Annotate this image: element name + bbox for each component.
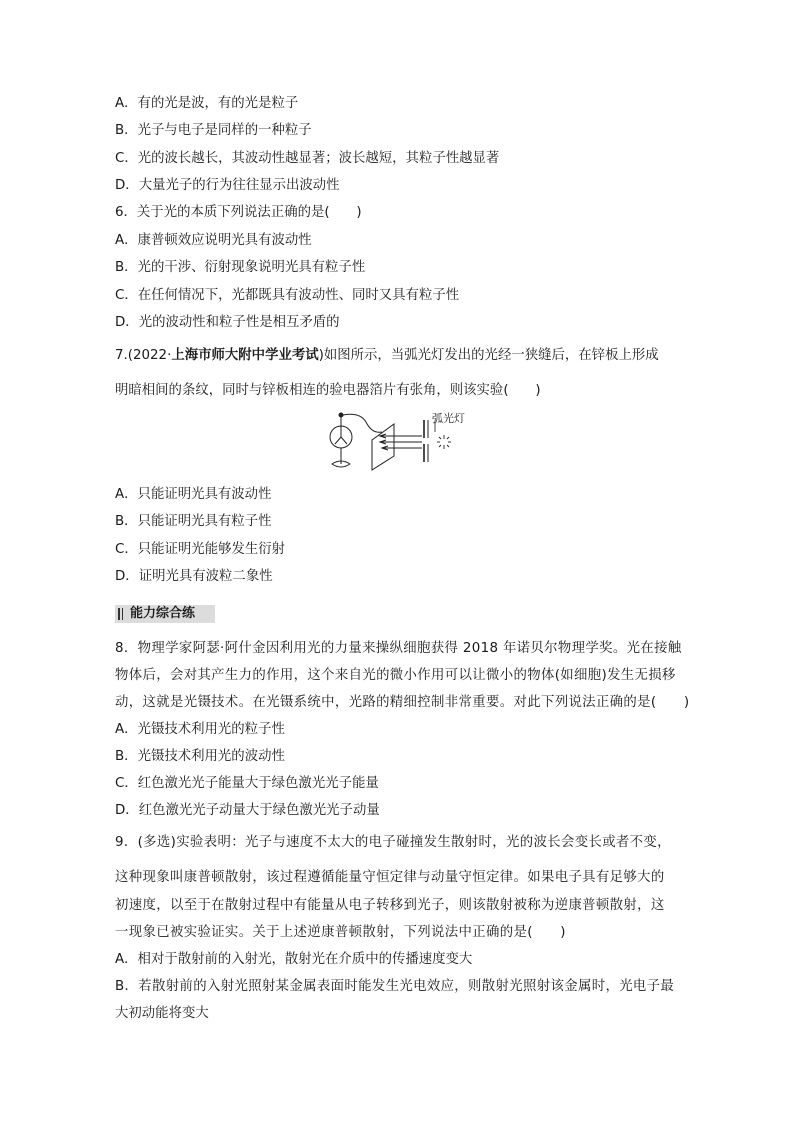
q7-option-b: B．只能证明光具有粒子性: [115, 514, 272, 529]
q6-stem: 6．关于光的本质下列说法正确的是( ): [115, 205, 362, 220]
q7-stem-line2: 明暗相间的条纹，同时与锌板相连的验电器箔片有张角，则该实验( ): [115, 383, 541, 398]
arc-lamp-label: 弧光灯: [432, 412, 465, 425]
q6-option-d: D．光的波动性和粒子性是相互矛盾的: [115, 315, 340, 330]
electroscope-slit-diagram: [322, 412, 472, 478]
q9-option-b-line2: 大初动能将变大: [115, 1006, 209, 1021]
q9-stem-line2: 这种现象叫康普顿散射，该过程遵循能量守恒定律与动量守恒定律。如果电子具有足够大的: [115, 870, 665, 885]
section-marker-thin: [122, 608, 123, 620]
q5-option-c: C．光的波长越长，其波动性越显著；波长越短，其粒子性越显著: [115, 151, 500, 166]
section-header: [115, 605, 215, 623]
q6-option-b: B．光的干涉、衍射现象说明光具有粒子性: [115, 260, 366, 275]
q7-stem-rest: )如图所示，当弧光灯发出的光经一狭缝后，在锌板上形成: [318, 348, 659, 363]
q7-option-d: D．证明光具有波粒二象性: [115, 569, 273, 584]
q9-option-b-line1: B．若散射前的入射光照射某金属表面时能发生光电效应，则散射光照射该金属时，光电子最: [115, 979, 675, 994]
q8-option-c: C．红色激光光子能量大于绿色激光光子能量: [115, 776, 379, 791]
q5-option-b: B．光子与电子是同样的一种粒子: [115, 123, 312, 138]
q5-option-a: A．有的光是波，有的光是粒子: [115, 96, 299, 111]
q7-number: 7.(2022·: [115, 348, 172, 363]
q7-option-c: C．只能证明光能够发生衍射: [115, 542, 286, 557]
q6-option-a: A．康普顿效应说明光具有波动性: [115, 233, 312, 248]
experiment-figure: [322, 412, 472, 478]
q8-stem-line1: 8．物理学家阿瑟·阿什金因利用光的力量来操纵细胞获得 2018 年诺贝尔物理学奖。光在接触: [115, 641, 682, 656]
arc-lamp-icon: [437, 435, 451, 449]
q8-option-b: B．光镊技术利用光的波动性: [115, 749, 285, 764]
q9-option-a: A．相对于散射前的入射光，散射光在介质中的传播速度变大: [115, 952, 473, 967]
q7-option-a: A．只能证明光具有波动性: [115, 487, 272, 502]
q8-stem-line3: 动，这就是光镊技术。在光镊系统中，光路的精细控制非常重要。对此下列说法正确的是( ): [115, 695, 690, 710]
q9-stem-line3: 初速度，以至于在散射过程中有能量从电子转移到光子，则该散射被称为逆康普顿散射，这: [115, 898, 665, 913]
q8-stem-line2: 物体后，会对其产生力的作用，这个来自光的微小作用可以让微小的物体(如细胞)发生无损移: [115, 668, 676, 683]
q7-stem-line1: [115, 347, 659, 365]
q7-source: 上海市师大附中学业考试: [171, 348, 319, 363]
q5-option-d: D．大量光子的行为往往显示出波动性: [115, 178, 340, 193]
section-marker: [118, 608, 120, 620]
q8-option-d: D．红色激光光子动量大于绿色激光光子动量: [115, 803, 380, 818]
q9-stem-line4: 一现象已被实验证实。关于上述逆康普顿散射，下列说法中正确的是( ): [115, 925, 566, 940]
q9-stem-line1: 9．(多选)实验表明：光子与速度不太大的电子碰撞发生散射时，光的波长会变长或者不变，: [115, 835, 671, 850]
q8-option-a: A．光镊技术利用光的粒子性: [115, 722, 285, 737]
q6-option-c: C．在任何情况下，光都既具有波动性、同时又具有粒子性: [115, 288, 460, 303]
section-title: 能力综合练: [130, 606, 196, 621]
zinc-plate: [372, 424, 394, 470]
